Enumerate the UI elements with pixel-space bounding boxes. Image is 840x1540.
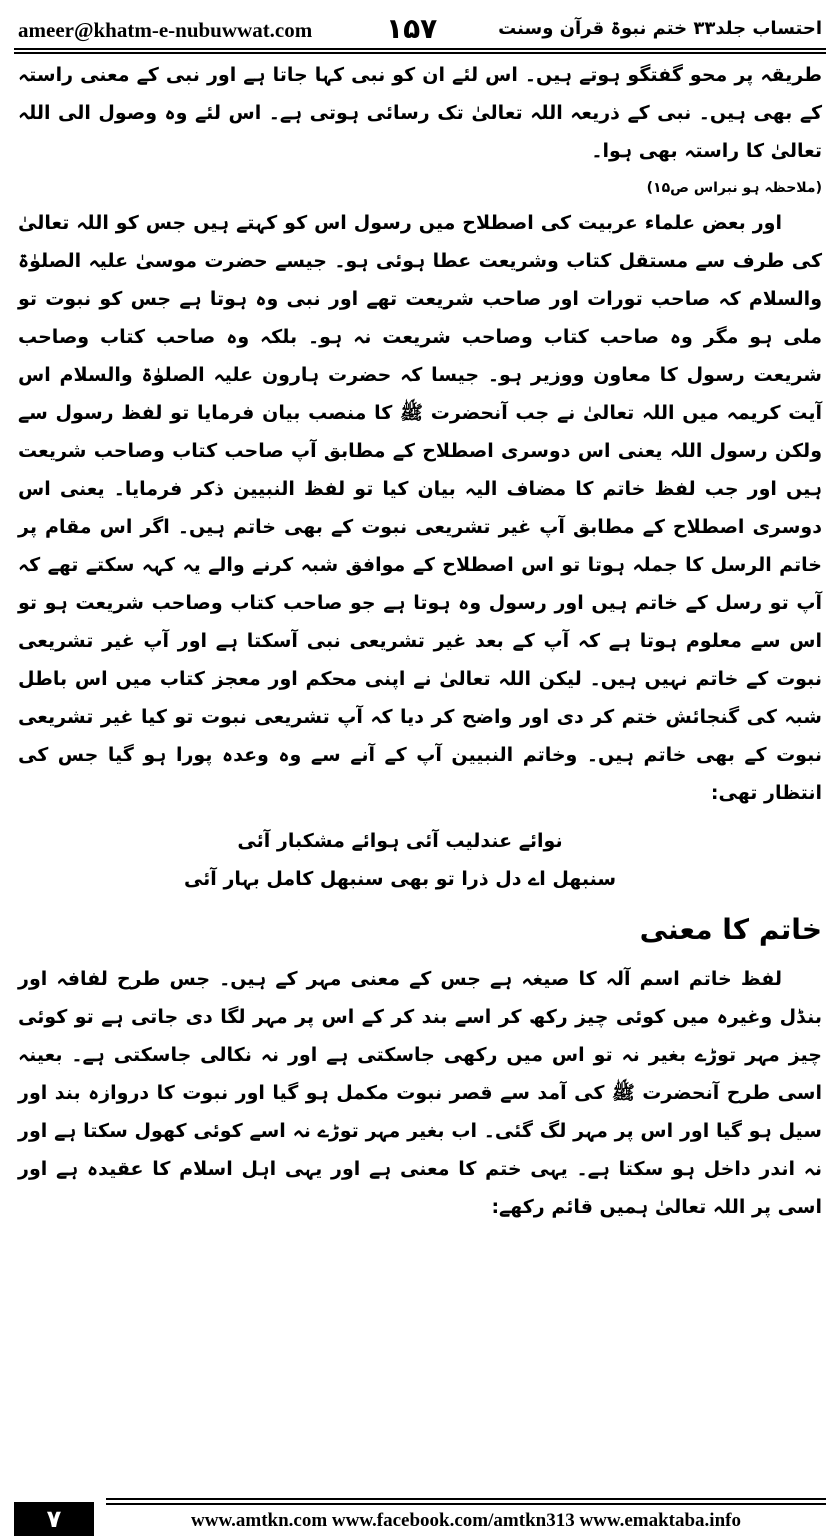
footer-rule-thin xyxy=(106,1503,826,1505)
verse-line-2: سنبھل اے دل ذرا تو بھی سنبھل کامل بہار آئی xyxy=(183,868,617,890)
section-heading: خاتم کا معنی xyxy=(639,913,822,946)
header-rule xyxy=(14,48,826,50)
header-title: احتساب جلد۳۳ ختم نبوۃ قرآن وسنت xyxy=(498,18,822,39)
footer-rule xyxy=(106,1498,826,1500)
header-email: ameer@khatm-e-nubuwwat.com xyxy=(18,18,313,42)
page-header xyxy=(14,10,826,46)
paragraph-2: اور بعض علماء عربیت کی اصطلاح میں رسول اس کو کہتے ہیں جس کو اللہ تعالیٰ کی طرف سے مستقل کتاب وشریعت عطا ہوئی ہو۔ جیسے حضرت موسیٰ علیہ الصلوٰۃ والسلام کہ صاحب تورات اور صاحب شریعت تھے اور نبی وہ ہوتا ہے جس کو نبوت تو ملی ہو مگر وہ صاحب کتاب وصاحب شریعت نہ ہو۔ بلکہ وہ صاحب کتاب وصاحب شریعت رسول کا معاون ووزیر ہو۔ جیسا کہ حضرت ہارون علیہ الصلوٰۃ والسلام اس آیت کریمہ میں اللہ تعالیٰ نے جب آنحضرت ﷺ کا منصب بیان فرمایا تو لفظ رسول سے ولکن رسول اللہ یعنی اس دوسری اصطلاح کے مطابق آپ صاحب کتاب وصاحب شریعت ہیں اور جب لفظ خاتم کا مضاف الیہ بیان کیا تو لفظ النبیین ذکر فرمایا۔ یعنی اس دوسری اصطلاح کے مطابق آپ غیر تشریعی نبوت کے بھی خاتم ہیں۔ اگر اس مقام پر خاتم الرسل کا جملہ ہوتا تو اس اصطلاح کے موافق شبہ کرنے والے یہ کہہ سکتے تھے کہ آپ تو رسل کے خاتم ہیں اور رسول وہ ہوتا ہے جو صاحب کتاب وصاحب شریعت ہو تو اس سے معلوم ہوتا ہے کہ آپ کے بعد غیر تشریعی نبی آسکتا ہے اور آپ غیر تشریعی نبوت کے خاتم نہیں ہیں۔ لیکن اللہ تعالیٰ نے اپنی محکم اور معجز کتاب میں اس باطل شبہ کی گنجائش ختم کر دی اور واضح کر دیا کہ آپ تشریعی نبوت تو کیا غیر تشریعی نبوت کے بھی خاتم ہیں۔ وخاتم النبیین آپ کے آنے سے وہ وعدہ پورا ہو گیا جس کی انتظار تھی: xyxy=(18,212,822,804)
header-page-number: ۱۵۷ xyxy=(386,12,438,45)
footer-page-badge: ۷ xyxy=(14,1502,94,1536)
header-rule-thin xyxy=(14,52,826,54)
reference-note: (ملاحظہ ہو نبراس ص۱۵) xyxy=(646,180,822,196)
footer-links: www.amtkn.com www.facebook.com/amtkn313 www.emaktaba.info xyxy=(191,1510,741,1531)
verse-line-1: نوائے عندلیب آئی ہوائے مشکبار آئی xyxy=(237,830,563,852)
page-body xyxy=(18,56,822,1226)
paragraph-3: لفظ خاتم اسم آلہ کا صیغہ ہے جس کے معنی مہر کے ہیں۔ جس طرح لفافہ اور بنڈل وغیرہ میں کوئی چیز رکھ کر اسے بند کر کے اس پر مہر لگا دی جاتی ہے تو کوئی چیز مہر توڑے بغیر نہ تو اس میں رکھی جاسکتی ہے اور نہ نکالی جاسکتی ہے۔ بعینہ اسی طرح آنحضرت ﷺ کی آمد سے قصر نبوت مکمل ہو گیا اور نبوت کا دروازہ بند اور سیل ہو گیا اور اس پر مہر لگ گئی۔ اب بغیر مہر توڑے نہ اسے کوئی کھول سکتا ہے اور نہ اندر داخل ہو سکتا ہے۔ یہی ختم کا معنی ہے اور یہی اہل اسلام کا عقیدہ ہے اور اسی پر اللہ تعالیٰ ہمیں قائم رکھے: xyxy=(18,968,822,1218)
paragraph-1: طریقہ پر محو گفتگو ہوتے ہیں۔ اس لئے ان کو نبی کہا جاتا ہے اور نبی کے معنی راستہ کے بھی ہیں۔ نبی کے ذریعہ اللہ تعالیٰ تک رسائی ہوتی ہے۔ اس لئے وہ وصول الی اللہ تعالیٰ کا راستہ بھی ہوا۔ xyxy=(18,64,822,162)
page-footer xyxy=(14,1494,826,1536)
verse xyxy=(18,822,822,898)
